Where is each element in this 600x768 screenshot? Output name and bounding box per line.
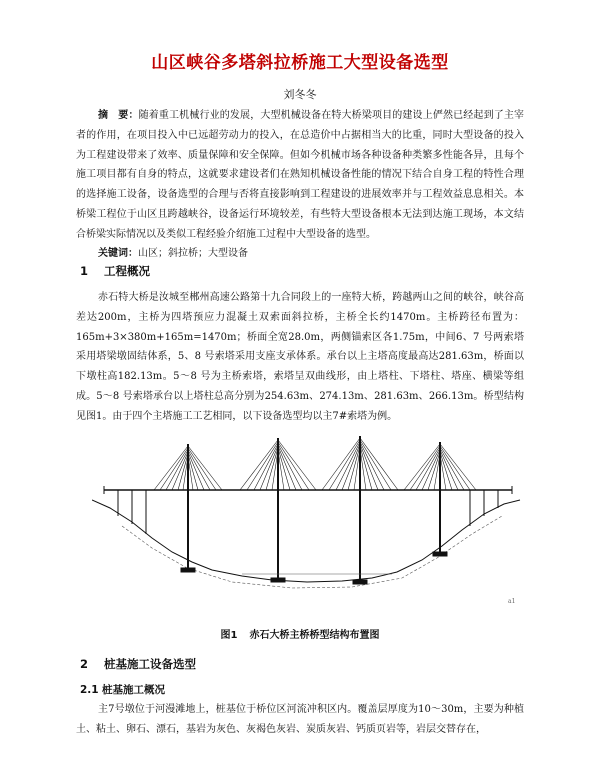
keywords [76,244,524,264]
section-2-1-title: 桩基施工概况 [102,684,165,696]
keywords-text: 山区；斜拉桥；大型设备 [138,248,248,259]
tower-5 [154,444,222,572]
paper-author: 刘冬冬 [283,88,317,101]
bridge-elevation-diagram [92,430,522,610]
section-2-1-heading [80,682,165,697]
section-1-paragraph: 赤石特大桥是汝城至郴州高速公路第十九合同段上的一座特大桥，跨越两山之间的峡谷，峡谷高差达200m，主桥为四塔预应力混凝土双索面斜拉桥，主桥全长约1470m。主桥跨径布置为：165m+3×380m+165m=1470m；桥面全宽28.0m，两侧锚索区各1.75m，中间6、7 号两索塔采用塔梁墩固结体系，5、8 号索塔采用支座支承体系。承台以上主塔高度最高达281.63m，桥面以下墩柱高182.13m。5～8 号为主桥索塔，索塔呈双曲线形，由上塔柱、下塔柱、塔座、横梁等组成。5～8 号索塔承台以上塔柱总高分别为254.63m、274.13m、281.63m、266.13m。桥型结构见图1。由于四个主塔施工工艺相同，以下设备选型均以主7#索塔为例。 [76,292,524,422]
section-2-number: 2 [80,657,89,671]
paper-title: 山区峡谷多塔斜拉桥施工大型设备选型 [151,53,449,73]
section-2-title: 桩基施工设备选型 [104,657,196,671]
figure-number: 图1 [220,630,238,641]
tower-6 [240,438,316,582]
abstract [76,106,524,245]
approach-piers-left [118,490,146,534]
section-1-number: 1 [80,264,89,278]
abstract-text: 随着重工机械行业的发展，大型机械设备在特大桥梁项目的建设上俨然已经起到了主宰者的作用，在项目投入中已远超劳动力的投入，在总造价中占据相当大的比重，同时大型设备的投入为工程建设带来了效率、质量保障和安全保障。但如今机械市场各种设备种类繁多性能各异，且每个施工项目都有自身的特点，这就要求建设者们在熟知机械设备性能的情况下结合自身工程的特性合理的选择施工设备，设备选型的合理与否将直接影响到工程建设的进展效率并与工程效益息息相关。本桥梁工程位于山区且跨越峡谷，设备运行环境较差，有些特大型设备根本无法到达施工现场，本文结合桥梁实际情况以及类似工程经验介绍施工过程中大型设备的选型。 [76,110,525,240]
section-2-1-paragraph: 主7号墩位于河漫滩地上，桩基位于桥位区河流冲积区内。覆盖层厚度为10～30m，主要为种植土、粘土、卵石、漂石，基岩为灰色、灰褐色灰岩、炭质灰岩、钙质页岩等，岩层交替存在， [76,704,524,735]
figure-caption-text: 赤石大桥主桥桥型结构布置图 [249,630,380,641]
figure-caption [0,626,600,641]
keywords-label: 关键词： [98,248,138,259]
figure-mark: a1 [508,598,516,605]
abstract-label: 摘 要： [98,110,139,121]
section-1-heading [80,263,150,279]
section-2-heading [80,656,196,672]
section-2-1-number: 2.1 [80,684,99,696]
section-1-title: 工程概况 [104,264,150,278]
ground-profile [92,500,520,582]
tower-7 [322,436,398,584]
